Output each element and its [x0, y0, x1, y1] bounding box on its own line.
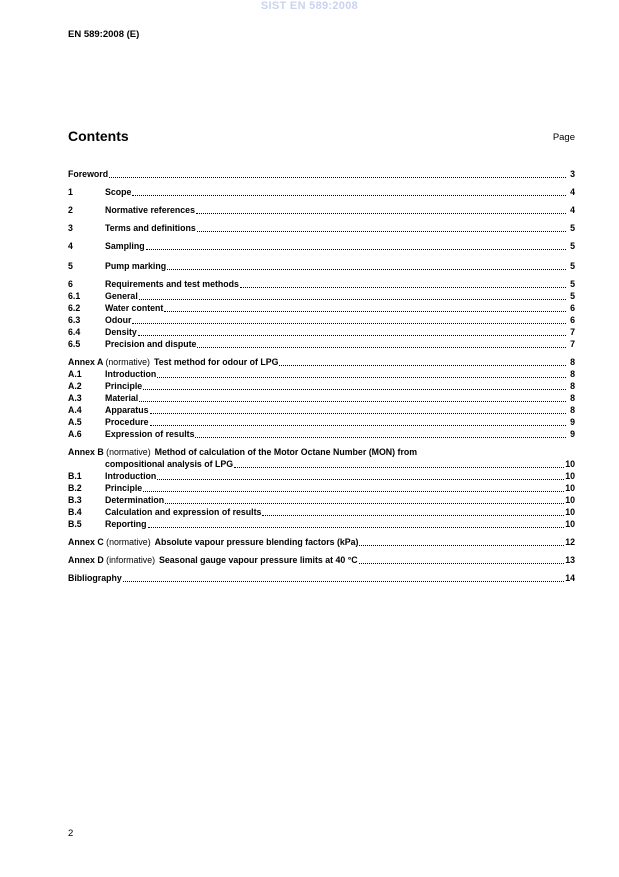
- dot-leader: [234, 467, 564, 468]
- dot-leader: [109, 177, 566, 178]
- toc-entry-annex-c[interactable]: [68, 536, 575, 548]
- toc-entry-page: 10: [565, 471, 575, 481]
- annex-type: (normative): [106, 537, 151, 547]
- toc-entry-title: Sampling: [105, 241, 145, 251]
- toc-entry-title: Principle: [105, 381, 143, 391]
- page-title: Contents: [68, 128, 129, 144]
- toc-entry-number: A.1: [68, 369, 82, 379]
- dot-leader: [123, 581, 564, 582]
- toc-entry-scope[interactable]: [68, 186, 575, 198]
- annex-label: Annex A (normative): [68, 357, 150, 367]
- toc-entry-number: 6: [68, 279, 73, 289]
- toc-entry-density[interactable]: [68, 326, 575, 338]
- toc-entry-annex-b-continuation[interactable]: [68, 458, 575, 470]
- table-of-contents: [68, 168, 575, 584]
- toc-entry-page: 9: [570, 429, 575, 439]
- dot-leader: [196, 213, 566, 214]
- toc-entry-page: 10: [565, 459, 575, 469]
- dot-leader: [359, 545, 564, 546]
- toc-entry-number: B.4: [68, 507, 82, 517]
- toc-entry-page: 5: [570, 241, 575, 251]
- dot-leader: [195, 437, 566, 438]
- annex-type: (normative): [106, 447, 151, 457]
- toc-entry-page: 13: [565, 555, 575, 565]
- annex-label: Annex D (informative): [68, 555, 156, 565]
- toc-entry-title: Water content: [105, 303, 164, 313]
- toc-entry-number: B.3: [68, 495, 82, 505]
- toc-entry-page: 5: [570, 261, 575, 271]
- dot-leader: [139, 401, 566, 402]
- toc-entry-title: Terms and definitions: [105, 223, 196, 233]
- toc-entry-number: 1: [68, 187, 73, 197]
- dot-leader: [197, 231, 566, 232]
- toc-entry-number: 3: [68, 223, 73, 233]
- dot-leader: [165, 503, 564, 504]
- toc-entry-terms-and-definitions[interactable]: [68, 222, 575, 234]
- dot-leader: [148, 527, 565, 528]
- toc-entry-annex-b-introduction[interactable]: [68, 470, 575, 482]
- dot-leader: [279, 365, 566, 366]
- annex-label: Annex C (normative): [68, 537, 151, 547]
- toc-entry-title: General: [105, 291, 138, 301]
- toc-entry-annex-a[interactable]: [68, 356, 575, 368]
- toc-entry-number: 6.5: [68, 339, 81, 349]
- toc-entry-number: A.6: [68, 429, 82, 439]
- toc-entry-title: Test method for odour of LPG: [153, 357, 279, 367]
- toc-entry-title: Apparatus: [105, 405, 149, 415]
- toc-entry-title: Foreword: [68, 169, 109, 179]
- dot-leader: [138, 335, 566, 336]
- dot-leader: [164, 311, 566, 312]
- toc-entry-annex-a-material[interactable]: [68, 392, 575, 404]
- dot-leader: [359, 563, 565, 564]
- toc-entry-annex-b[interactable]: [68, 446, 575, 458]
- toc-entry-number: 6.4: [68, 327, 81, 337]
- dot-leader: [157, 377, 566, 378]
- toc-entry-bibliography[interactable]: [68, 572, 575, 584]
- toc-entry-title: Method of calculation of the Motor Octane Number (MON) from: [154, 447, 418, 457]
- toc-entry-title: Scope: [105, 187, 132, 197]
- toc-entry-number: A.5: [68, 417, 82, 427]
- toc-entry-title: Odour: [105, 315, 132, 325]
- toc-entry-number: 6.3: [68, 315, 81, 325]
- toc-entry-number: 2: [68, 205, 73, 215]
- toc-entry-page: 6: [570, 315, 575, 325]
- toc-entry-water-content[interactable]: [68, 302, 575, 314]
- toc-entry-number: B.5: [68, 519, 82, 529]
- toc-entry-title: Reporting: [105, 519, 147, 529]
- toc-entry-pump-marking[interactable]: [68, 260, 575, 272]
- toc-entry-page: 8: [570, 357, 575, 367]
- dot-leader: [146, 249, 566, 250]
- document-id: EN 589:2008 (E): [68, 29, 140, 40]
- toc-entry-title: Principle: [105, 483, 143, 493]
- annex-type: (informative): [106, 555, 156, 565]
- toc-entry-precision-and-dispute[interactable]: [68, 338, 575, 350]
- toc-entry-annex-d[interactable]: [68, 554, 575, 566]
- page-column-label: Page: [552, 132, 575, 143]
- page-number: 2: [68, 828, 74, 839]
- toc-entry-title: Precision and dispute: [105, 339, 197, 349]
- toc-entry-page: 6: [570, 303, 575, 313]
- toc-entry-page: 10: [565, 507, 575, 517]
- dot-leader: [139, 299, 566, 300]
- toc-entry-title: Bibliography: [68, 573, 122, 583]
- annex-label: Annex B (normative): [68, 447, 151, 457]
- toc-entry-requirements[interactable]: [68, 278, 575, 290]
- toc-entry-number: 6.2: [68, 303, 81, 313]
- toc-entry-page: 10: [565, 483, 575, 493]
- toc-entry-annex-b-determination[interactable]: [68, 494, 575, 506]
- dot-leader: [167, 269, 566, 270]
- toc-entry-title: Procedure: [105, 417, 149, 427]
- toc-entry-title: Absolute vapour pressure blending factors (kPa): [154, 537, 359, 547]
- toc-entry-page: 4: [570, 187, 575, 197]
- toc-entry-annex-a-introduction[interactable]: [68, 368, 575, 380]
- toc-entry-page: 10: [565, 495, 575, 505]
- toc-entry-annex-b-principle[interactable]: [68, 482, 575, 494]
- dot-leader: [150, 425, 566, 426]
- toc-entry-sampling[interactable]: [68, 240, 575, 252]
- dot-leader: [197, 347, 566, 348]
- toc-entry-page: 4: [570, 205, 575, 215]
- toc-entry-title: Determination: [105, 495, 165, 505]
- toc-entry-number: 5: [68, 261, 73, 271]
- toc-entry-page: 14: [565, 573, 575, 583]
- toc-entry-title: Introduction: [105, 471, 157, 481]
- toc-entry-annex-a-apparatus[interactable]: [68, 404, 575, 416]
- toc-entry-page: 12: [565, 537, 575, 547]
- toc-entry-title: Normative references: [105, 205, 195, 215]
- toc-entry-odour[interactable]: [68, 314, 575, 326]
- toc-entry-number: A.2: [68, 381, 82, 391]
- toc-entry-annex-b-calculation[interactable]: [68, 506, 575, 518]
- toc-entry-page: 5: [570, 223, 575, 233]
- toc-entry-page: 10: [565, 519, 575, 529]
- toc-entry-number: A.4: [68, 405, 82, 415]
- toc-entry-annex-a-expression-of-results[interactable]: [68, 428, 575, 440]
- dot-leader: [143, 389, 566, 390]
- toc-entry-title: Pump marking: [105, 261, 167, 271]
- toc-entry-page: 8: [570, 405, 575, 415]
- toc-entry-title: Calculation and expression of results: [105, 507, 262, 517]
- toc-entry-annex-b-reporting[interactable]: [68, 518, 575, 530]
- dot-leader: [262, 515, 564, 516]
- toc-entry-annex-a-procedure[interactable]: [68, 416, 575, 428]
- dot-leader: [157, 479, 564, 480]
- toc-entry-number: B.2: [68, 483, 82, 493]
- toc-entry-title: Seasonal gauge vapour pressure limits at 40 °C: [159, 555, 358, 565]
- watermark: SIST EN 589:2008: [260, 0, 359, 12]
- toc-entry-page: 8: [570, 369, 575, 379]
- dot-leader: [132, 323, 566, 324]
- annex-type: (normative): [105, 357, 150, 367]
- toc-entry-page: 9: [570, 417, 575, 427]
- toc-entry-title: Introduction: [105, 369, 157, 379]
- toc-entry-page: 3: [570, 169, 575, 179]
- toc-entry-page: 8: [570, 393, 575, 403]
- dot-leader: [240, 287, 566, 288]
- toc-entry-title: Expression of results: [105, 429, 195, 439]
- toc-entry-page: 5: [570, 291, 575, 301]
- toc-entry-foreword[interactable]: [68, 168, 575, 180]
- toc-entry-page: 7: [570, 327, 575, 337]
- dot-leader: [132, 195, 566, 196]
- toc-entry-normative-references[interactable]: [68, 204, 575, 216]
- toc-entry-number: 4: [68, 241, 73, 251]
- toc-entry-number: B.1: [68, 471, 82, 481]
- toc-entry-annex-a-principle[interactable]: [68, 380, 575, 392]
- dot-leader: [143, 491, 564, 492]
- toc-entry-title: Density: [105, 327, 137, 337]
- dot-leader: [150, 413, 566, 414]
- toc-entry-page: 8: [570, 381, 575, 391]
- toc-entry-number: 6.1: [68, 291, 81, 301]
- toc-entry-title: Material: [105, 393, 139, 403]
- toc-entry-number: A.3: [68, 393, 82, 403]
- toc-entry-page: 5: [570, 279, 575, 289]
- toc-entry-title: Requirements and test methods: [105, 279, 239, 289]
- toc-entry-page: 7: [570, 339, 575, 349]
- toc-entry-title-continued: compositional analysis of LPG: [105, 459, 234, 469]
- toc-entry-general[interactable]: [68, 290, 575, 302]
